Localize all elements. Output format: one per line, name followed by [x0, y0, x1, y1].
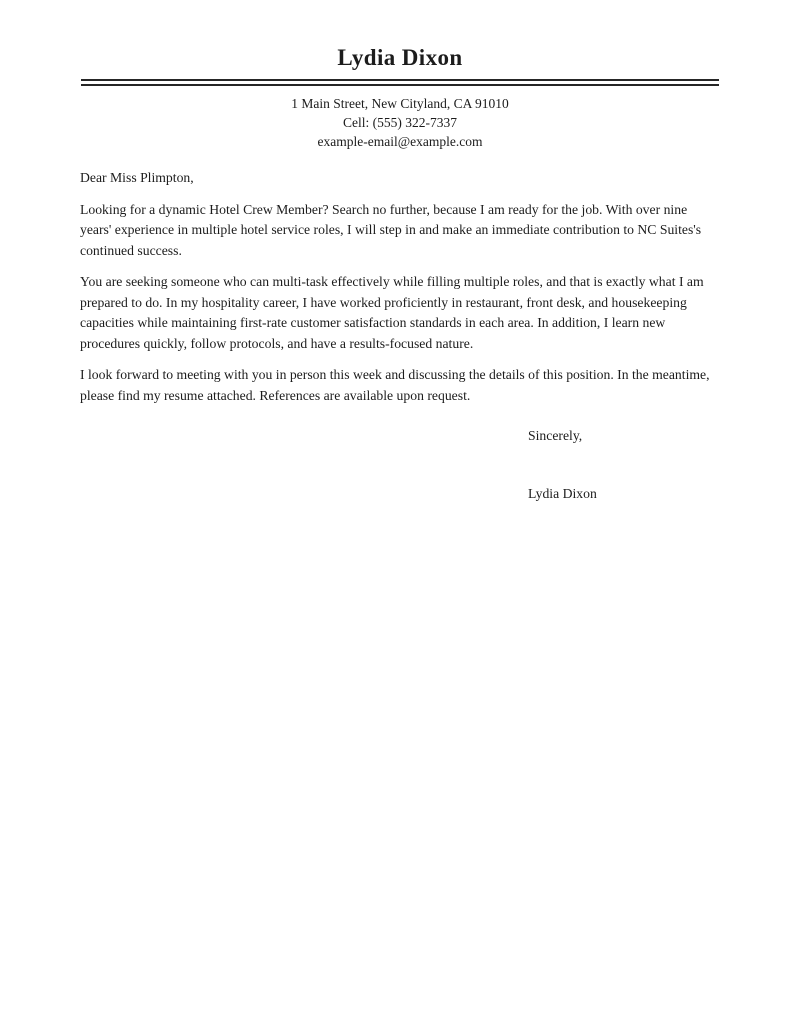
closing-block	[528, 426, 720, 504]
paragraph-intro: Looking for a dynamic Hotel Crew Member? Search no further, because I am ready for the job. With over nine years' experience in multiple hotel service roles, I will step in and make an immediate contribution to NC Suites's continued success.	[80, 201, 702, 258]
signature-name: Lydia Dixon	[528, 485, 597, 501]
letter-body	[0, 168, 800, 504]
contact-phone: Cell: (555) 322-7337	[343, 115, 457, 130]
contact-address: 1 Main Street, New Cityland, CA 91010	[291, 96, 509, 111]
contact-email: example-email@example.com	[317, 134, 483, 149]
contact-block	[0, 94, 800, 151]
salutation: Dear Miss Plimpton,	[80, 170, 194, 185]
paragraph-skills: You are seeking someone who can multi-task effectively while filling multiple roles, and that is exactly what I am prepared to do. In my hospitality career, I have worked proficiently in restaurant, front desk, and housekeeping capacities while maintaining first-rate customer satisfaction standards in each area. In addition, I learn new procedures quickly, follow protocols, and have a results-focused nature.	[80, 274, 704, 351]
letter-header	[0, 0, 800, 151]
sender-name: Lydia Dixon	[337, 45, 463, 70]
closing-salutation: Sincerely,	[528, 428, 583, 443]
header-divider-rule	[81, 79, 719, 86]
paragraph-closing: I look forward to meeting with you in person this week and discussing the details of this position. In the meantime, please find my resume attached. References are available upon request.	[80, 367, 710, 403]
